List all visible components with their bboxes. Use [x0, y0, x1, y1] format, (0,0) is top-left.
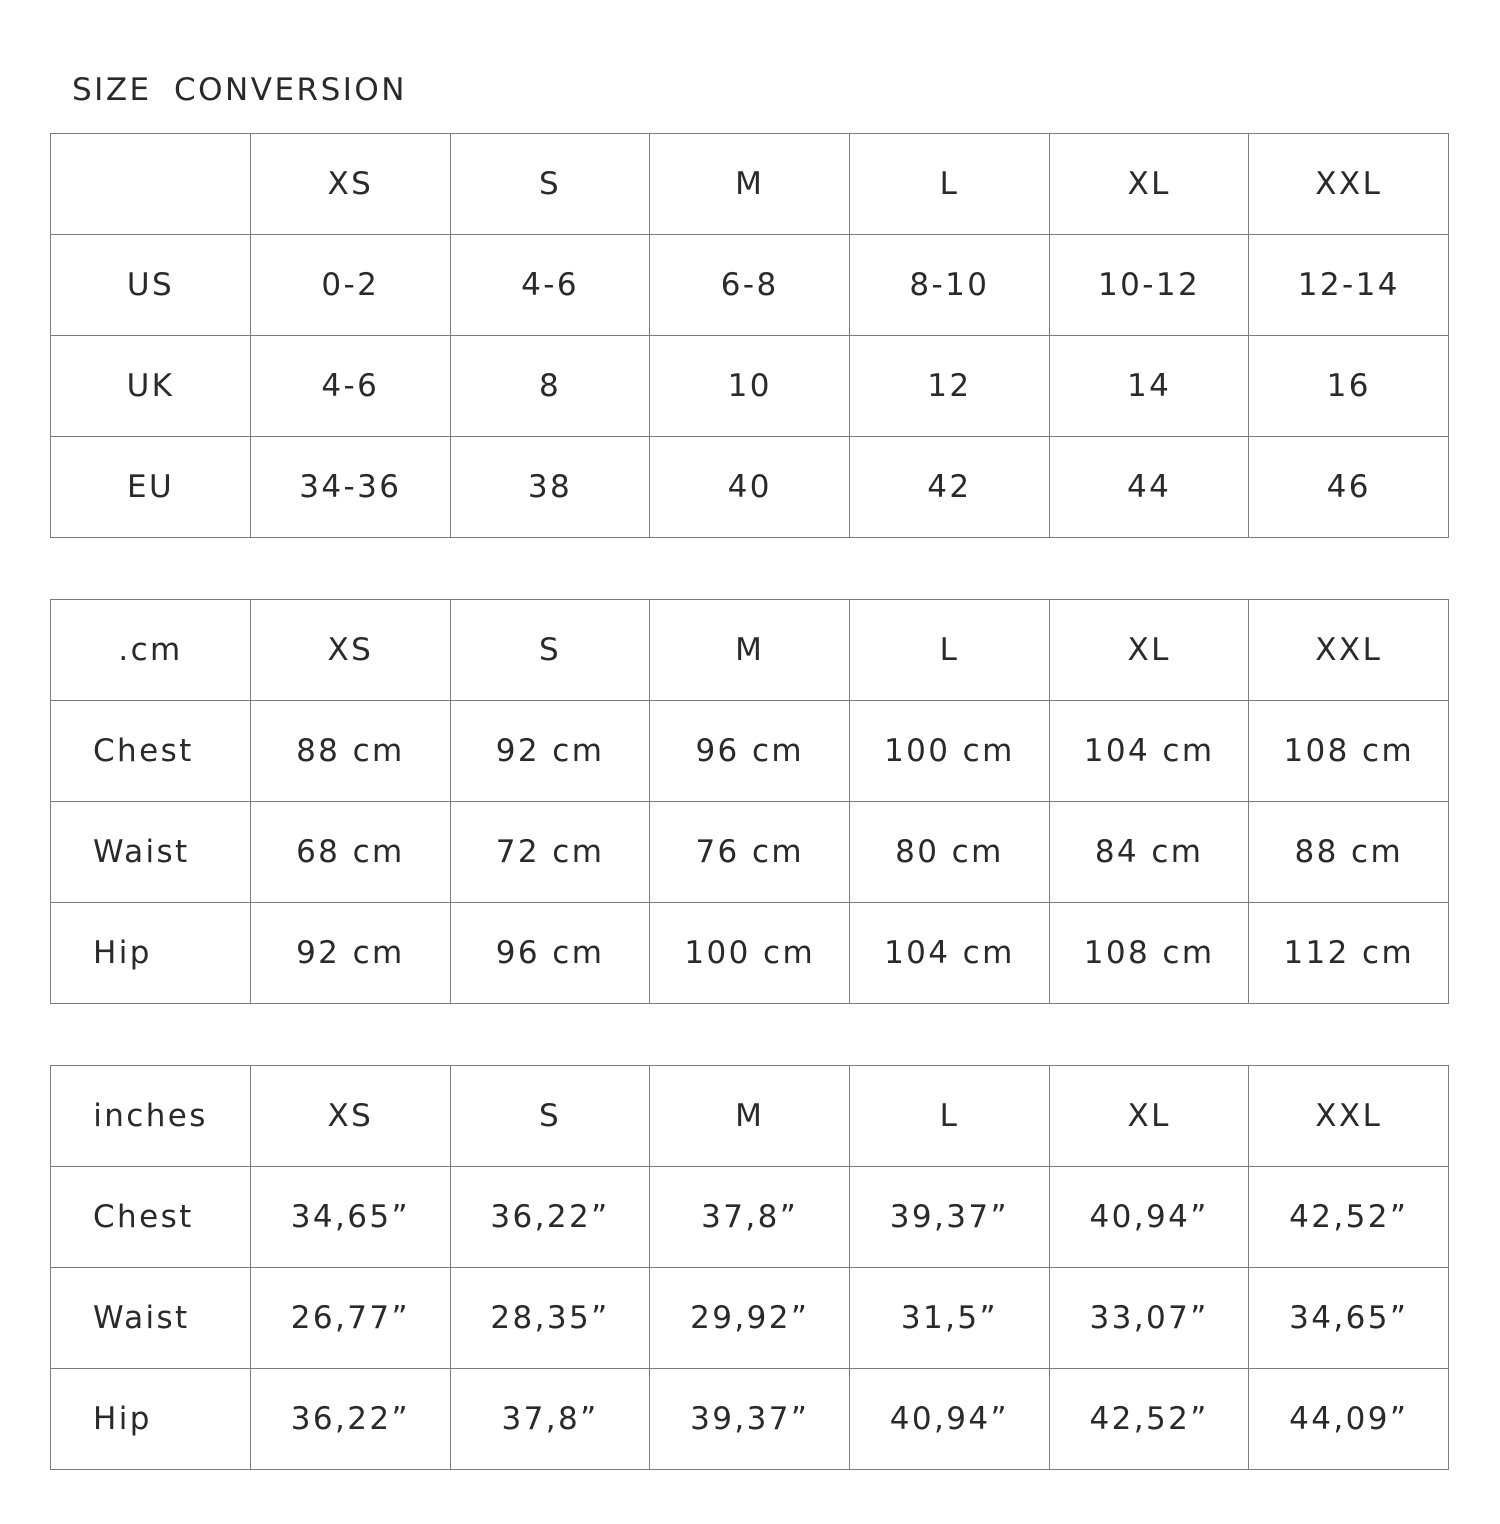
column-header: S: [450, 1066, 650, 1167]
column-header: XL: [1049, 1066, 1249, 1167]
column-header: XS: [251, 600, 451, 701]
table-cell: 29,92”: [650, 1268, 850, 1369]
table-cell: 16: [1249, 336, 1449, 437]
table-cell: 26,77”: [251, 1268, 451, 1369]
table-row: [51, 701, 1449, 802]
table-cell: 100 cm: [650, 903, 850, 1004]
column-header: S: [450, 600, 650, 701]
table-row: [51, 235, 1449, 336]
table-cell: 36,22”: [251, 1369, 451, 1470]
column-header: XL: [1049, 600, 1249, 701]
table-cell: 108 cm: [1049, 903, 1249, 1004]
cm-measurements-table: [50, 599, 1449, 1004]
column-header: L: [850, 600, 1050, 701]
table-row: [51, 1369, 1449, 1470]
table-cell: 33,07”: [1049, 1268, 1249, 1369]
column-header: XL: [1049, 134, 1249, 235]
table-cell: 37,8”: [450, 1369, 650, 1470]
row-label: Chest: [51, 701, 251, 802]
table-row: [51, 903, 1449, 1004]
table-cell: 8: [450, 336, 650, 437]
table-cell: 96 cm: [650, 701, 850, 802]
table-cell: 8-10: [850, 235, 1050, 336]
table-row: [51, 1167, 1449, 1268]
table-cell: 42: [850, 437, 1050, 538]
size-conversion-table: [50, 133, 1449, 538]
table-cell: 39,37”: [850, 1167, 1050, 1268]
table-cell: 36,22”: [450, 1167, 650, 1268]
table-cell: 34,65”: [251, 1167, 451, 1268]
row-label: UK: [51, 336, 251, 437]
table-cell: 4-6: [251, 336, 451, 437]
table-row: [51, 437, 1449, 538]
column-header: XXL: [1249, 134, 1449, 235]
table-cell: 4-6: [450, 235, 650, 336]
table-header-row: [51, 134, 1449, 235]
table-cell: 46: [1249, 437, 1449, 538]
table-cell: 14: [1049, 336, 1249, 437]
table-cell: 92 cm: [251, 903, 451, 1004]
table-row: [51, 336, 1449, 437]
table-cell: 88 cm: [1249, 802, 1449, 903]
table-cell: 72 cm: [450, 802, 650, 903]
page-title: SIZE CONVERSION: [72, 72, 407, 108]
row-label: Chest: [51, 1167, 251, 1268]
corner-cell: .cm: [51, 600, 251, 701]
table-cell: 104 cm: [850, 903, 1050, 1004]
table-header-row: [51, 1066, 1449, 1167]
column-header: XS: [251, 1066, 451, 1167]
row-label: Waist: [51, 1268, 251, 1369]
table-cell: 112 cm: [1249, 903, 1449, 1004]
table-cell: 40: [650, 437, 850, 538]
table-cell: 92 cm: [450, 701, 650, 802]
column-header: L: [850, 134, 1050, 235]
table-cell: 44,09”: [1249, 1369, 1449, 1470]
table-cell: 10: [650, 336, 850, 437]
corner-cell: [51, 134, 251, 235]
column-header: L: [850, 1066, 1050, 1167]
row-label: Hip: [51, 903, 251, 1004]
table-cell: 31,5”: [850, 1268, 1050, 1369]
table-cell: 42,52”: [1249, 1167, 1449, 1268]
column-header: XXL: [1249, 1066, 1449, 1167]
table-cell: 34,65”: [1249, 1268, 1449, 1369]
table-cell: 40,94”: [850, 1369, 1050, 1470]
row-label: EU: [51, 437, 251, 538]
table-cell: 108 cm: [1249, 701, 1449, 802]
row-label: Waist: [51, 802, 251, 903]
table-cell: 80 cm: [850, 802, 1050, 903]
table-cell: 12: [850, 336, 1050, 437]
column-header: XXL: [1249, 600, 1449, 701]
table-cell: 37,8”: [650, 1167, 850, 1268]
column-header: M: [650, 134, 850, 235]
table-row: [51, 1268, 1449, 1369]
table-cell: 42,52”: [1049, 1369, 1249, 1470]
table-cell: 38: [450, 437, 650, 538]
table-cell: 44: [1049, 437, 1249, 538]
corner-cell: inches: [51, 1066, 251, 1167]
table-cell: 10-12: [1049, 235, 1249, 336]
table-cell: 0-2: [251, 235, 451, 336]
inches-measurements-table: [50, 1065, 1449, 1470]
table-cell: 104 cm: [1049, 701, 1249, 802]
column-header: M: [650, 600, 850, 701]
table-cell: 76 cm: [650, 802, 850, 903]
table-row: [51, 802, 1449, 903]
column-header: S: [450, 134, 650, 235]
column-header: XS: [251, 134, 451, 235]
row-label: US: [51, 235, 251, 336]
table-cell: 84 cm: [1049, 802, 1249, 903]
table-cell: 68 cm: [251, 802, 451, 903]
table-cell: 28,35”: [450, 1268, 650, 1369]
table-cell: 96 cm: [450, 903, 650, 1004]
table-cell: 88 cm: [251, 701, 451, 802]
table-cell: 40,94”: [1049, 1167, 1249, 1268]
table-header-row: [51, 600, 1449, 701]
table-cell: 34-36: [251, 437, 451, 538]
row-label: Hip: [51, 1369, 251, 1470]
table-cell: 6-8: [650, 235, 850, 336]
table-cell: 12-14: [1249, 235, 1449, 336]
table-cell: 100 cm: [850, 701, 1050, 802]
table-cell: 39,37”: [650, 1369, 850, 1470]
column-header: M: [650, 1066, 850, 1167]
